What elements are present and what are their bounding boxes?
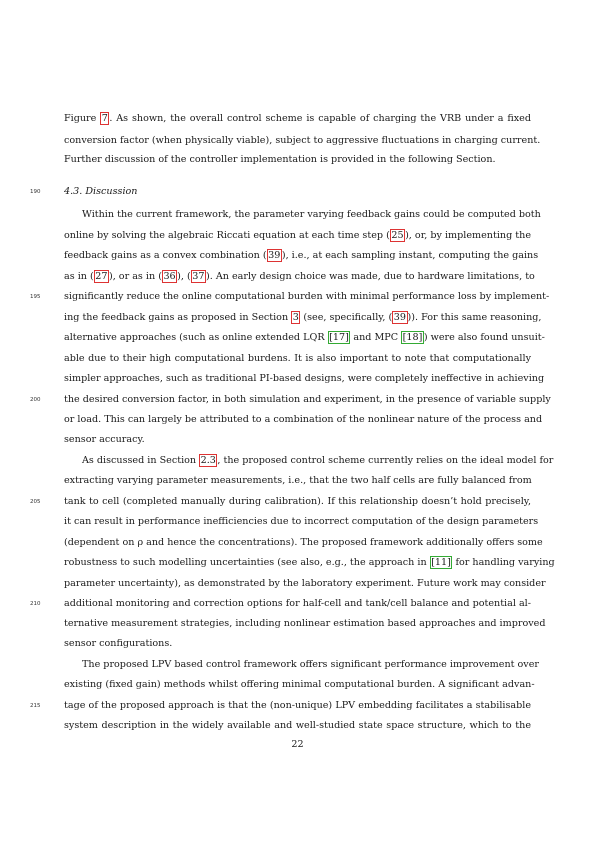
- text-line: system description in the widely available and well-studied state space structure, which to the: [64, 720, 531, 731]
- text-line: able due to their high computational burdens. It is also important to note that computationally: [64, 353, 531, 364]
- citation-link[interactable]: [18]: [402, 332, 423, 343]
- text-line: the desired conversion factor, in both simulation and experiment, in the presence of variable supply: [64, 394, 551, 405]
- text-line: (dependent on ρ and hence the concentrations). The proposed framework additionally offers some: [64, 537, 543, 548]
- text-line: Within the current framework, the parameter varying feedback gains could be computed both: [82, 209, 541, 220]
- section-link[interactable]: 2.3: [200, 455, 216, 466]
- text-line: feedback gains as a convex combination ( 39 ), i.e., at each sampling instant, computing the gains: [64, 250, 539, 261]
- page-number: 22: [291, 739, 304, 750]
- text-line: sensor configurations.: [64, 638, 173, 649]
- figure-link[interactable]: 7: [101, 113, 108, 124]
- citation-link[interactable]: [17]: [329, 332, 349, 343]
- text-line: ternative measurement strategies, including nonlinear estimation based approaches and improved: [64, 618, 546, 629]
- text-line: as in ( 27 ), or as in ( 36 ), ( 37 ). An early design choice was made, due to hardware limitations, to: [64, 271, 535, 282]
- text-line: tank to cell (completed manually during calibration). If this relationship doesn’t hold precisely,: [64, 496, 531, 507]
- text-line: conversion factor (when physically viable), subject to aggressive fluctuations in charging current.: [64, 135, 541, 146]
- line-number: 190: [30, 189, 41, 195]
- text-line: As discussed in Section 2.3 , the proposed control scheme currently relies on the ideal model for: [82, 455, 554, 466]
- text-line: robustness to such modelling uncertainties (see also, e.g., the approach in [11] for handling varying: [64, 557, 555, 568]
- line-number: 195: [30, 294, 41, 300]
- section-link[interactable]: 3: [292, 312, 299, 323]
- text-line: existing (fixed gain) methods whilst offering minimal computational burden. A significant advan-: [64, 679, 535, 690]
- section-heading: 4.3. Discussion: [64, 186, 138, 197]
- equation-link[interactable]: 27: [95, 271, 108, 282]
- text-line: parameter uncertainty), as demonstrated by the laboratory experiment. Future work may consider: [64, 578, 546, 589]
- text-line: additional monitoring and correction options for half-cell and tank/cell balance and potential al-: [64, 598, 531, 609]
- equation-link[interactable]: 36: [163, 271, 176, 282]
- text-line: sensor accuracy.: [64, 434, 145, 445]
- text-line: online by solving the algebraic Riccati equation at each time step ( 25 ), or, by implementing the: [64, 230, 531, 241]
- equation-link[interactable]: 25: [391, 230, 404, 241]
- text-line: extracting varying parameter measurements, i.e., that the two half cells are fully balanced from: [64, 475, 532, 486]
- equation-link[interactable]: 39: [268, 250, 281, 261]
- equation-link[interactable]: 37: [192, 271, 205, 282]
- equation-link[interactable]: 39: [393, 312, 406, 323]
- text-line: Further discussion of the controller implementation is provided in the following Section.: [64, 154, 496, 165]
- line-number: 210: [30, 601, 41, 607]
- text-line: or load. This can largely be attributed to a combination of the nonlinear nature of the process and: [64, 414, 543, 425]
- text-line: it can result in performance inefficiencies due to incorrect computation of the design parameters: [64, 516, 539, 527]
- text-line: tage of the proposed approach is that the (non-unique) LPV embedding facilitates a stabilisable: [64, 700, 531, 711]
- text-line: significantly reduce the online computational burden with minimal performance loss by implement-: [64, 291, 550, 302]
- text-line: simpler approaches, such as traditional PI-based designs, were completely ineffective in achieving: [64, 373, 545, 384]
- text-line: ing the feedback gains as proposed in Section 3 (see, specifically, ( 39 )). For this same reasoning,: [64, 312, 542, 323]
- citation-link[interactable]: [11]: [431, 557, 451, 568]
- line-number: 205: [30, 499, 41, 505]
- text-line: alternative approaches (such as online extended LQR [17] and MPC [18] ) were also found unsuit-: [64, 332, 545, 343]
- line-number: 200: [30, 397, 41, 403]
- text-line: The proposed LPV based control framework offers significant performance improvement over: [82, 659, 539, 670]
- line-number: 215: [30, 703, 41, 709]
- text-line: Figure 7 . As shown, the overall control scheme is capable of charging the VRB under a fixed: [64, 113, 531, 124]
